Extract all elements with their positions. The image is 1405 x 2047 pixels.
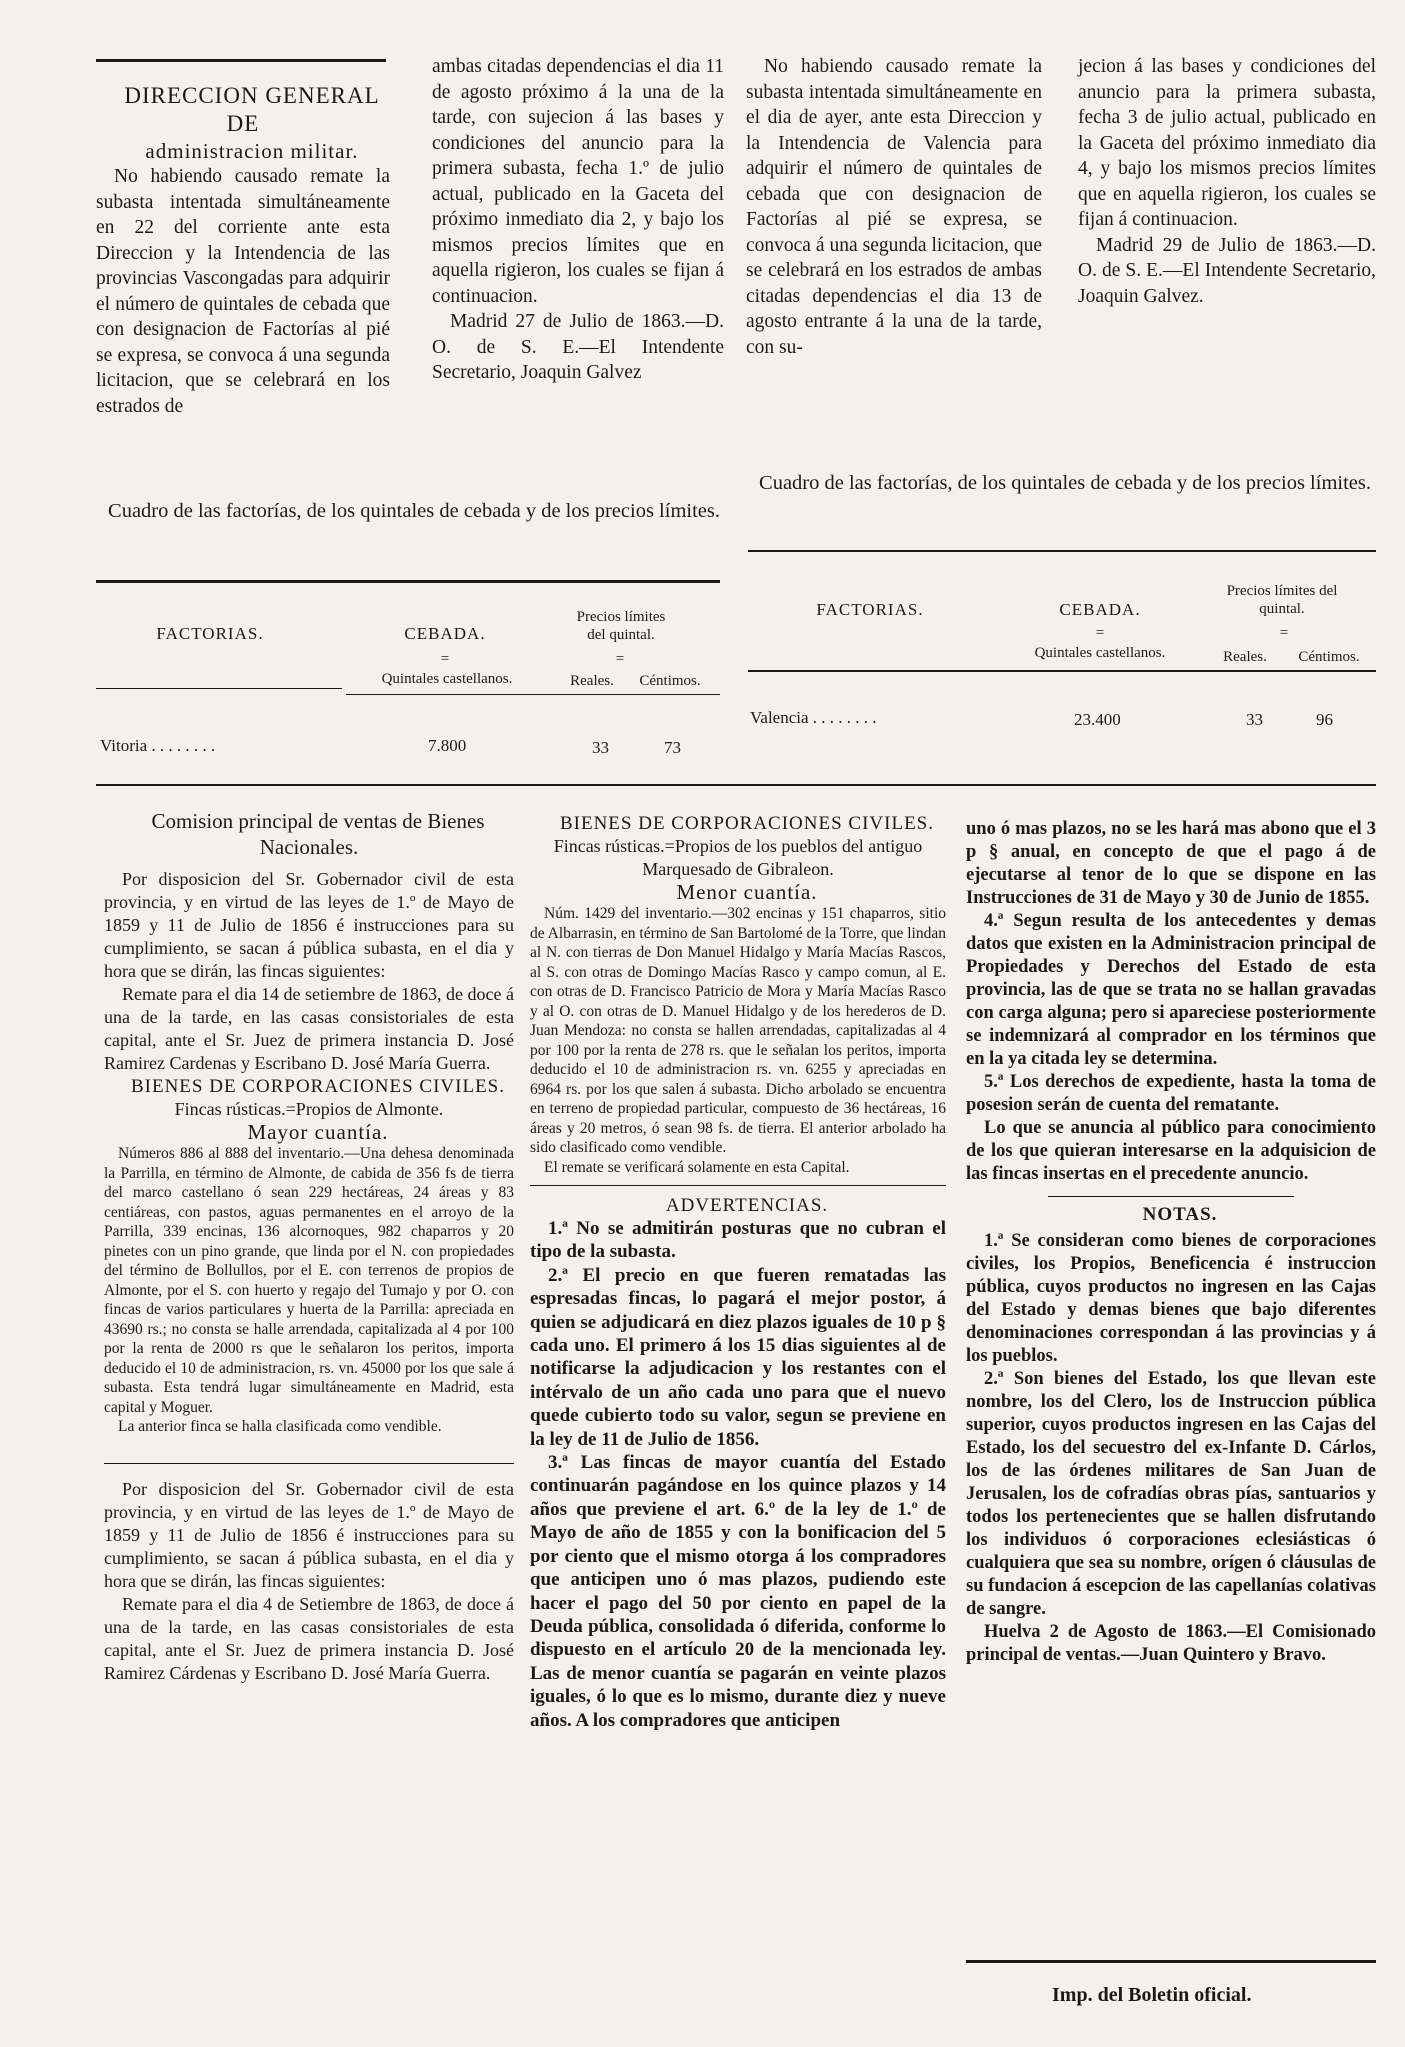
advertencia-3: 3.ª Las fincas de mayor cuantía del Estado continuarán pagándose en los quince plazos y 14 años que previene el art. 6.º de la ley de 1.º de Mayo de año de 1855 y con la bonificacion del 5 por ciento que el mismo otorga á los compradores que anticipen uno ó mas plazos, pudiendo este hacer el pago del 50 por ciento en papel de la Deuda pública, consolidada ó diferida, conforme lo dispuesto en el artículo 20 de la mencionada ley. Las de menor cuantía se pagarán en veinte plazos iguales, ó lo que es lo mismo, durante diez y nueve años. A los compradores que anticipen: [530, 1452, 946, 1731]
table-left-header-rule: [346, 694, 720, 695]
notas-title: NOTAS.: [1142, 1204, 1218, 1225]
table-left-eq-2: =: [615, 651, 625, 667]
top-col4-body: jecion á las bases y condiciones del anuncio para la primera subasta, fecha 3 de julio actual, publicado en la Gaceta del próximo inmediato dia 4, y bajo los mismos precios límites que en aquella rigieron, los cuales se fijan á continuacion.: [1078, 56, 1376, 230]
bottom-col2-item-block: [530, 904, 946, 1177]
page-separator: [96, 784, 1376, 786]
nota-1: 1.ª Se consideran como bienes de corporaciones civiles, los Propios, Beneficencia é instruccion pública, cuyos productos no ingresen en las Cajas del Estado y demas bienes que bajo diferentes denominaciones correspondan á las provincias y á los pueblos.: [966, 1231, 1376, 1366]
table-right-row-name-text: Valencia: [750, 708, 809, 727]
table-right-h-factorias: FACTORIAS.: [816, 600, 924, 619]
table-right-header-rule: [748, 670, 1376, 672]
advertencia-4: 4.ª Segun resulta de los antecedentes y demas datos que existen en la Administracion principal de Propiedades y Derechos del Estado de esta provincia, las de que se trata no se hallan gravadas con carga alguna; pero si apareciese posteriormente se indemnizará al comprador en los términos que en la ya citada ley se determina.: [966, 911, 1376, 1069]
advertencias-title: ADVERTENCIAS.: [665, 1195, 829, 1216]
direccion-title: DIRECCION GENERAL DE: [124, 83, 380, 136]
bottom-col1-p2: Remate para el dia 14 de setiembre de 1863, de doce á una de la tarde, en las casas consistoriales de esta capital, ante el Sr. Juez de primera instancia D. José Ramirez Cardenas y Escribano D. José María Guerra.: [104, 984, 514, 1073]
advertencia-2: 2.ª El precio en que fueren rematadas las espresadas fincas, lo pagará el mejor postor, á quien se adjudicará en diez plazos iguales de 10 p § cada uno. El primero á los 15 dias siguientes al de notificarse la adjudicacion y los restantes con el intérvalo de un año cada uno para que el nuevo quede cubierto todo su valor, segun se previene en la ley de 11 de Julio de 1856.: [530, 1264, 946, 1450]
table-right-row-quintales: 23.400: [1074, 710, 1121, 729]
table-left-row-reales: 33: [592, 738, 609, 757]
bottom-col1-p1: Por disposicion del Sr. Gobernador civil de esta provincia, y en virtud de las leyes de 1.º de Mayo de 1859 y 11 de Julio de 1856 é instrucciones para su cumplimiento, se sacan á pública subasta, en el dia y hora que se dirán, las fincas siguientes:: [104, 869, 514, 981]
table-left-h-quintales: Quintales castellanos.: [381, 671, 513, 687]
bottom-col3-p1: uno ó mas plazos, no se les hará mas abono que el 3 p § anual, en concepto de que el pago á de ejecutarse al tenor de lo que se dispone en las Instrucciones de 31 de Mayo y 30 de Junio de 1855.: [966, 819, 1376, 908]
direccion-subtitle: administracion militar.: [145, 139, 359, 163]
advertencias-block: [530, 1217, 946, 1732]
bottom-col1-item-note: La anterior finca se halla clasificada como vendible.: [118, 1418, 442, 1435]
imprint: Imp. del Boletin oficial.: [1052, 1984, 1252, 2006]
bottom-col2-fincas: Fincas rústicas.=Propios de los pueblos del antiguo Marquesado de Gibraleon.: [553, 836, 923, 879]
table-left-row-quintales: 7.800: [428, 736, 467, 755]
table-left-row-centimos: 73: [664, 738, 681, 757]
table-right-row-reales: 33: [1246, 710, 1263, 729]
bottom-col3-divider: [1048, 1196, 1294, 1197]
bottom-col2-section: BIENES DE CORPORACIONES CIVILES.: [559, 813, 935, 834]
table-right-top-rule: [748, 550, 1376, 552]
table-left-h-precios: Precios límites del quintal.: [576, 609, 666, 643]
bottom-col-3: [966, 818, 1376, 1667]
table-right-eq-1: =: [1095, 625, 1105, 641]
table-right-h-cebada: CEBADA.: [1059, 600, 1141, 619]
top-col-3: [746, 54, 1042, 360]
bottom-col1-p3: Por disposicion del Sr. Gobernador civil de esta provincia, y en virtud de las leyes de 1.º de Mayo de 1859 y 11 de Julio de 1856 é instrucciones para su cumplimiento, se sacan á pública subasta, en el dia y hora que se dirán, las fincas siguientes:: [104, 1478, 514, 1591]
table-right-eq-2: =: [1279, 625, 1289, 641]
table-left-h-cebada: CEBADA.: [404, 624, 486, 643]
table-left-mid-rule: [96, 688, 342, 689]
top-col-4: [1078, 54, 1376, 309]
table-right-caption: Cuadro de las factorías, de los quintales de cebada y de los precios límites.: [759, 472, 1371, 494]
table-left-h-centimos: Céntimos.: [639, 673, 701, 689]
advertencia-5: 5.ª Los derechos de expediente, hasta la toma de posesion serán de cuenta del rematante.: [966, 1072, 1376, 1115]
table-right-h-precios: Precios límites del quintal.: [1226, 583, 1338, 617]
table-right-h-centimos: Céntimos.: [1298, 649, 1360, 665]
bottom-col-2: [530, 812, 946, 1732]
top-left-rule: [96, 59, 386, 62]
bottom-col1-section: BIENES DE CORPORACIONES CIVILES.: [130, 1076, 506, 1097]
bottom-col3-p2: Lo que se anuncia al público para conocimiento de los que quieran interesarse en la adquisicion de las fincas insertas en el precedente anuncio.: [966, 1118, 1376, 1184]
table-right-row-name: Valencia . . . . . . . .: [750, 708, 877, 727]
table-right-row-centimos: 96: [1316, 710, 1333, 729]
bottom-col1-divider: [104, 1463, 514, 1464]
advertencia-1: 1.ª No se admitirán posturas que no cubran el tipo de la subasta.: [530, 1218, 946, 1263]
table-left-row-name-text: Vitoria: [100, 736, 148, 755]
table-left-row-name: Vitoria . . . . . . . .: [100, 736, 216, 755]
table-right-h-reales: Reales.: [1223, 649, 1267, 665]
top-col-1: [96, 82, 390, 419]
top-col2-body: ambas citadas dependencias el dia 11 de agosto próximo á la una de la tarde, con sujecion á las bases y condiciones del anuncio para la primera subasta, fecha 1.º de julio actual, publicado en la Gaceta del próximo inmediato dia 2, y bajo los mismos precios límites que en aquella rigieron, los cuales se fijan á continuacion.: [432, 56, 724, 307]
table-left-eq-1: =: [440, 651, 450, 667]
top-col1-body: No habiendo causado remate la subasta intentada simultáneamente en 22 del corriente ante esta Direccion y la Intendencia de las provincias Vascongadas para adquirir el número de quintales de cebada que con designacion de Factorías al pié se expresa, se convoca á una segunda licitacion, que se celebrará en los estrados de: [96, 166, 390, 417]
bottom-col2-divider: [530, 1185, 946, 1186]
top-col3-body: No habiendo causado remate la subasta intentada simultáneamente en el dia de ayer, ante esta Direccion y la Intendencia de Valencia para adquirir el número de quintales de cebada que con designacion de Factorías al pié se expresa, se convoca á una segunda licitacion, que se celebrará en los estrados de ambas citadas dependencias el dia 13 de agosto entrante á la una de la tarde, con su-: [746, 56, 1042, 358]
bottom-col2-cuantia: Menor cuantía.: [676, 880, 818, 904]
bottom-col2-item-note: El remate se verificará solamente en esta Capital.: [544, 1158, 850, 1176]
top-col2-signature: Madrid 27 de Julio de 1863.—D. O. de S. E.—El Intendente Secretario, Joaquin Galvez: [432, 311, 724, 383]
table-left-top-rule: [96, 580, 720, 583]
bottom-col1-item-block: [104, 1144, 514, 1437]
bottom-col1-item: Números 886 al 888 del inventario.—Una dehesa denominada la Parrilla, en término de Almonte, de cabida de 356 fs de tierra del marco castellano ó sean 229 hectáreas, 24 áreas y 83 centiáreas, con pastos, aguas permanentes en el arroyo de la Parrilla, 339 encinas, 136 alcornoques, 982 chaparros y 20 pinetes con un pino grande, que linda por el N. con propiedades del término de Bollullos, por el E. con terrenos de propios de Almonte, por el S. con huerto y regajo del Tumajo y por O. con fincas de varios particulares y huerta de la Parrilla: apreciada en 43690 rs.; no consta se halle arrendada, capitalizada al 4 por 100 por la renta de 2000 rs que le señalaron los peritos, importa deducido el 10 de administracion, rs. vn. 45000 por los que sale á subasta. Esta tendrá lugar simultáneamente en Madrid, esta capital y Moguer.: [104, 1145, 514, 1416]
bottom-col1-cuantia: Mayor cuantía.: [247, 1120, 389, 1144]
bottom-col2-item: Núm. 1429 del inventario.—302 encinas y 151 chaparros, sitio de Albarrasin, en término de San Bartolomé de la Torre, que lindan al N. con tierras de Don Manuel Hidalgo y María Macías Rascos, al S. con otras de Domingo Macías Rasco y campo comun, al E. con otras de D. Francisco Patricio de Mora y María Macías Rasco y al O. con otras de D. Manuel Hidalgo y de los herederos de D. Juan Mendoza: no consta se hallen arrendadas, capitalizadas al 4 por 100 por la renta de 278 rs. que le señalan los peritos, importa deducido el 10 de administracion rs. vn. 6255 y apreciadas en 6964 rs. por los que salen á subasta. Dicho arbolado se encuentra en terreno de propiedad particular, compuesto de 36 hectáreas, 16 áreas y 20 metros, ó sean 98 fs. de tierra. El anterior arbolado ha sido clasificado como vendible.: [530, 905, 946, 1156]
nota-2: 2.ª Son bienes del Estado, los que llevan este nombre, los del Clero, los de Instruccion pública superior, cuyos productos ingresen en las Cajas del Estado, los del secuestro del ex-Infante D. Cárlos, los de las órdenes militares de San Juan de Jerusalen, los de cofradías obras pías, santuarios y todos los pertenecientes que se hallen disfrutando los individuos ó corporaciones eclesiásticas ó cualquiera que sea su nombre, orígen ó cláusulas de su fundacion á escepcion de las capellanías colativas de sangre.: [966, 1369, 1376, 1619]
bottom-col1-fincas: Fincas rústicas.=Propios de Almonte.: [174, 1099, 444, 1119]
imprint-rule: [966, 1960, 1376, 1963]
top-col-2: [432, 54, 724, 386]
bottom-col1-p4: Remate para el dia 4 de Setiembre de 1863, de doce á una de la tarde, en las casas consistoriales de esta capital, ante el Sr. Juez de primera instancia D. José Ramirez Cárdenas y Escribano D. José María Guerra.: [104, 1593, 514, 1683]
table-left-h-reales: Reales.: [570, 673, 614, 689]
table-left-caption: Cuadro de las factorías, de los quintales de cebada y de los precios límites.: [108, 500, 720, 522]
comision-title: Comision principal de ventas de Bienes Nacionales.: [151, 809, 485, 859]
bottom-col-1: [104, 808, 514, 1685]
bottom-col3-signature: Huelva 2 de Agosto de 1863.—El Comisionado principal de ventas.—Juan Quintero y Bravo.: [966, 1622, 1376, 1665]
top-col4-signature: Madrid 29 de Julio de 1863.—D. O. de S. E.—El Intendente Secretario, Joaquin Galvez.: [1078, 234, 1376, 307]
table-left-h-factorias: FACTORIAS.: [156, 624, 264, 643]
table-right-h-quintales: Quintales castellanos.: [1034, 645, 1166, 661]
